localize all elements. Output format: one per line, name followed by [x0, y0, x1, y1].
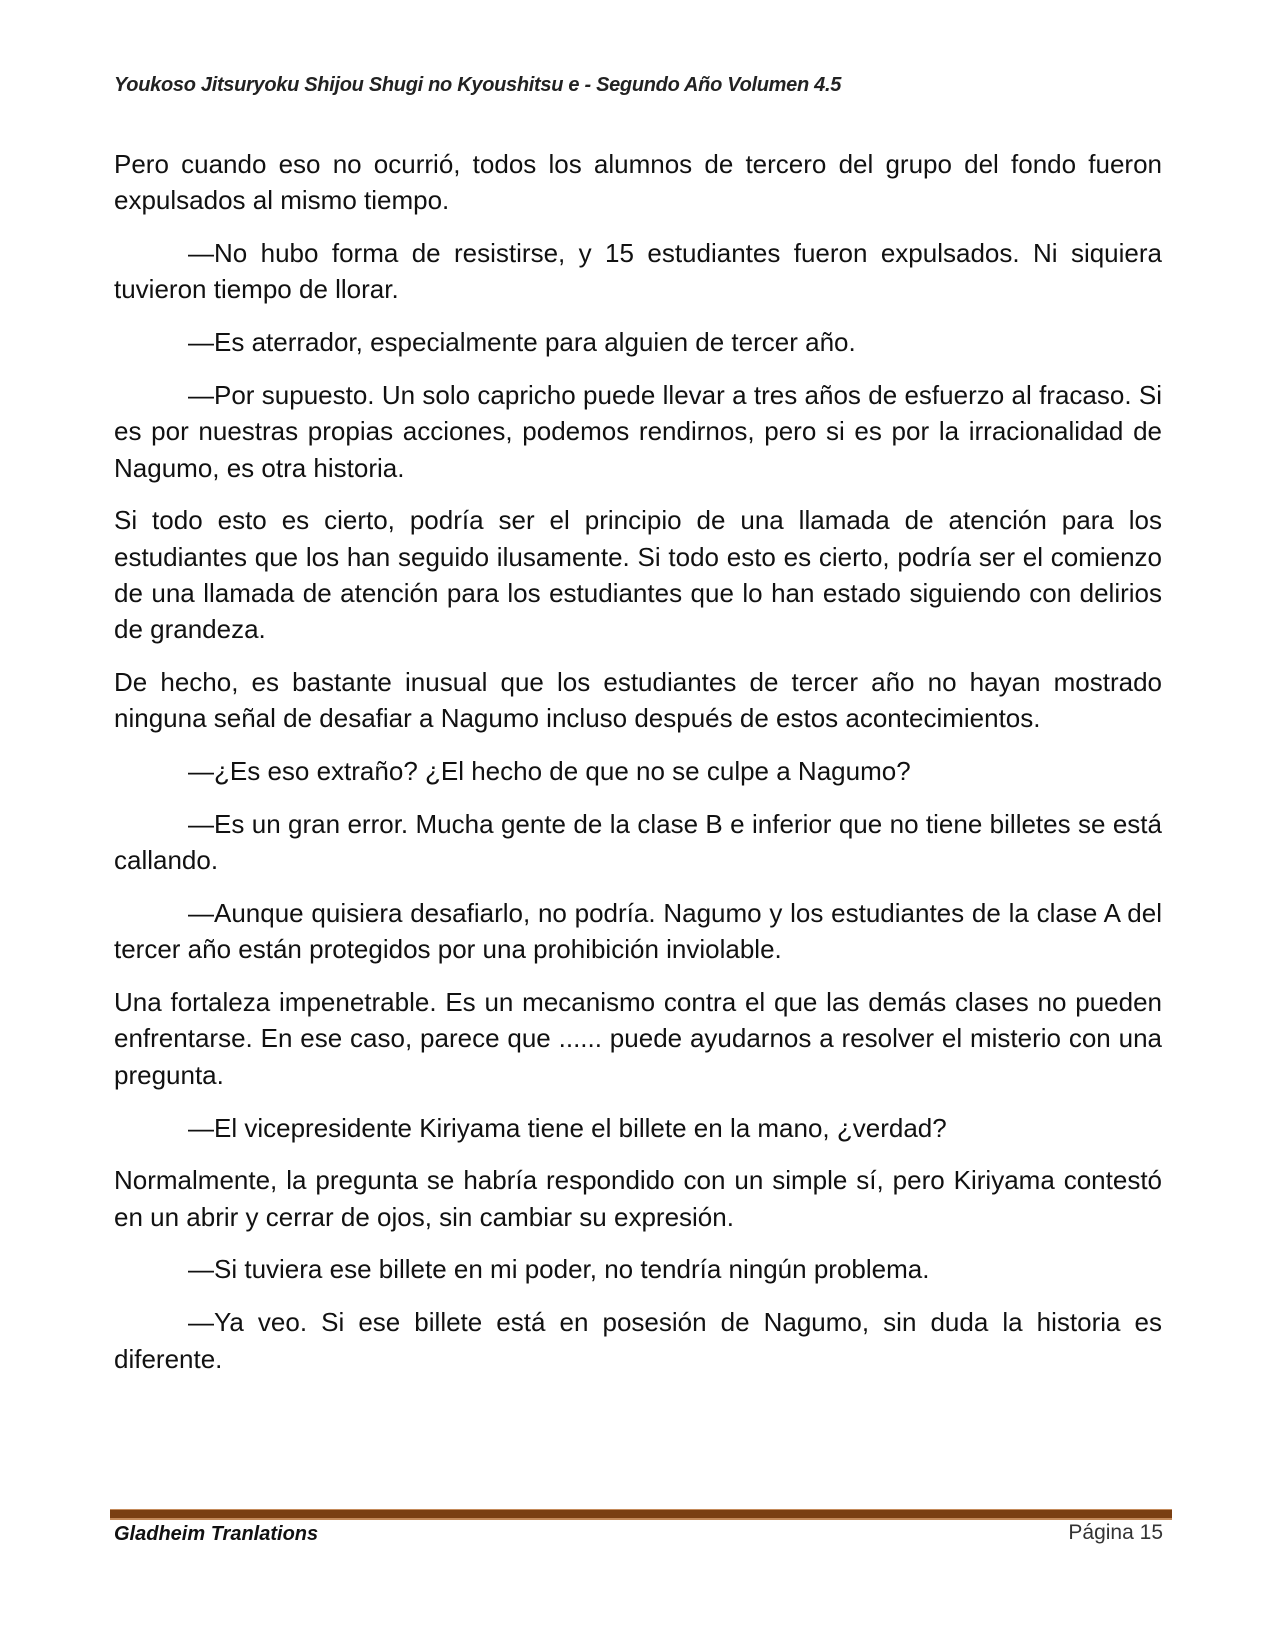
dialogue-paragraph: —Ya veo. Si ese billete está en posesión de Nagumo, sin duda la historia es diferente. — [114, 1307, 1162, 1374]
dialogue-paragraph: —Es un gran error. Mucha gente de la clase B e inferior que no tiene billetes se está callando. — [114, 808, 1162, 876]
dialogue-paragraph: —Por supuesto. Un solo capricho puede llevar a tres años de esfuerzo al fracaso. Si es por nuestras propias acciones, podemos rendirnos, pero si es por la irracionalidad de Nagumo, es otra historia. — [114, 379, 1162, 483]
page-body — [114, 146, 1162, 1393]
footer-publisher: Gladheim Tranlations — [114, 1523, 319, 1545]
page-label: Página — [1068, 1521, 1134, 1544]
dialogue-paragraph: —¿Es eso extraño? ¿El hecho de que no se culpe a Nagumo? — [188, 756, 911, 787]
running-header: Youkoso Jitsuryoku Shijou Shugi no Kyoushitsu e - Segundo Año Volumen 4.5 — [114, 74, 842, 96]
footer-divider — [110, 1509, 1172, 1520]
dialogue-paragraph: —No hubo forma de resistirse, y 15 estudiantes fueron expulsados. Ni siquiera tuvieron tiempo de llorar. — [114, 238, 1162, 305]
narration-paragraph: Si todo esto es cierto, podría ser el principio de una llamada de atención para los estudiantes que los han seguido ilusamente. Si todo esto es cierto, podría ser el comienzo de una llamada de atención para los estudiantes que lo han estado siguiendo con delirios de grandeza. — [114, 505, 1162, 645]
narration-paragraph: Pero cuando eso no ocurrió, todos los alumnos de tercero del grupo del fondo fueron expulsados al mismo tiempo. — [114, 149, 1162, 216]
dialogue-paragraph: —Aunque quisiera desafiarlo, no podría. Nagumo y los estudiantes de la clase A del tercer año están protegidos por una prohibición inviolable. — [114, 898, 1162, 965]
page-number-value: 15 — [1139, 1521, 1163, 1544]
dialogue-paragraph: —El vicepresidente Kiriyama tiene el billete en la mano, ¿verdad? — [188, 1112, 947, 1143]
narration-paragraph: Una fortaleza impenetrable. Es un mecanismo contra el que las demás clases no pueden enfrentarse. En ese caso, parece que ...... puede ayudarnos a resolver el misterio con una pregunta. — [114, 987, 1162, 1090]
dialogue-paragraph: —Si tuviera ese billete en mi poder, no tendría ningún problema. — [188, 1254, 930, 1285]
narration-paragraph: De hecho, es bastante inusual que los estudiantes de tercer año no hayan mostrado ninguna señal de desafiar a Nagumo incluso después de estos acontecimientos. — [114, 667, 1162, 734]
page-number — [1068, 1521, 1163, 1545]
narration-paragraph: Normalmente, la pregunta se habría respondido con un simple sí, pero Kiriyama contestó en un abrir y cerrar de ojos, sin cambiar su expresión. — [114, 1165, 1162, 1232]
dialogue-paragraph: —Es aterrador, especialmente para alguien de tercer año. — [188, 327, 856, 358]
